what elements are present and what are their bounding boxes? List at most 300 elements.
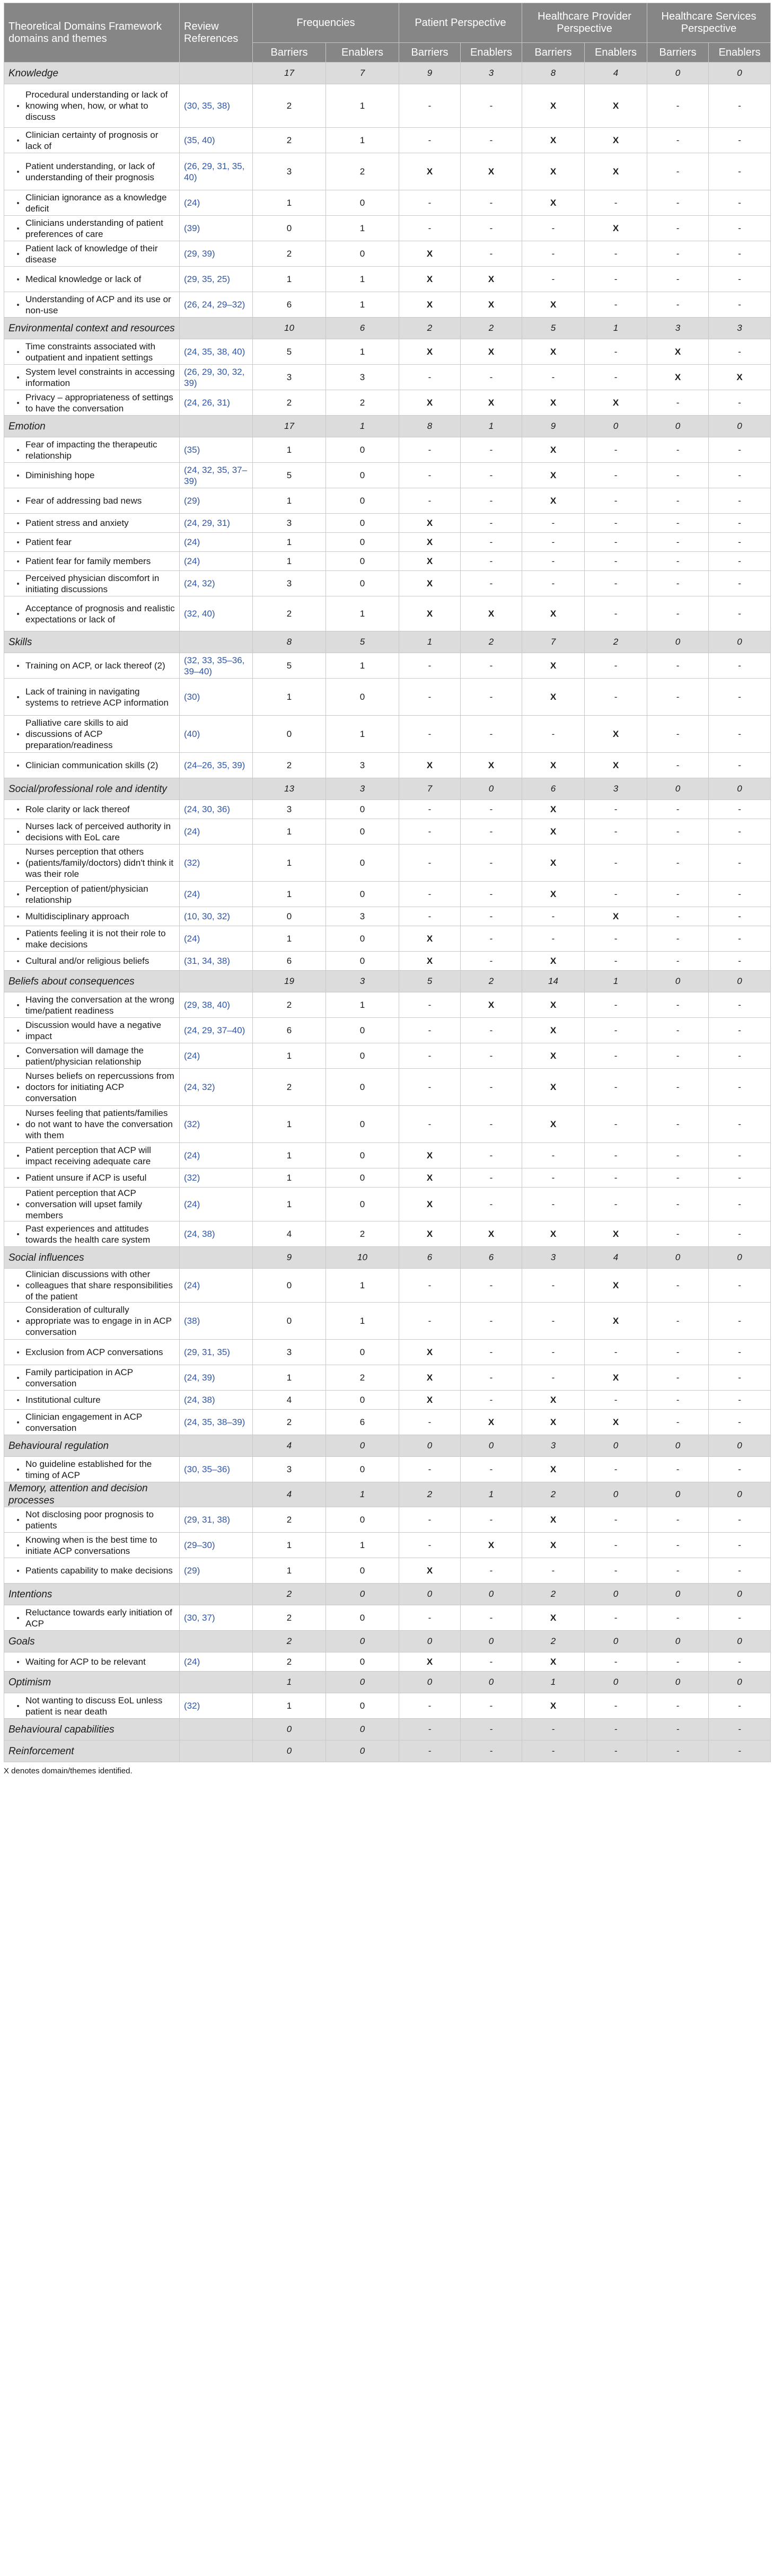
domain-provider-enablers: 1	[585, 318, 647, 339]
theme-patient-barriers: X	[399, 1143, 461, 1168]
theme-patient-enablers: -	[461, 653, 522, 679]
bullet-icon	[17, 351, 19, 353]
theme-row	[4, 1168, 771, 1188]
domain-patient-barriers: 6	[399, 1247, 461, 1269]
theme-services-enablers: -	[709, 292, 771, 318]
bullet-icon	[17, 583, 19, 585]
theme-label: Clinician engagement in ACP conversation	[25, 1411, 142, 1433]
theme-label: Fear of impacting the therapeutic relationship	[25, 439, 157, 461]
theme-label: Time constraints associated with outpatient and inpatient settings	[25, 341, 156, 363]
theme-row	[4, 1069, 771, 1106]
theme-services-enablers: -	[709, 488, 771, 514]
domain-provider-enablers: -	[585, 1740, 647, 1762]
theme-patient-enablers: -	[461, 1143, 522, 1168]
theme-freq-barriers: 4	[253, 1391, 326, 1410]
bullet-icon	[17, 1469, 19, 1471]
reference-link[interactable]: (24, 30, 36)	[180, 800, 253, 819]
subheader-barriers: Barriers	[399, 43, 461, 63]
domain-freq-enablers: 0	[326, 1672, 399, 1693]
theme-services-enablers: -	[709, 753, 771, 778]
theme-row	[4, 267, 771, 292]
domain-patient-enablers: 2	[461, 971, 522, 992]
reference-link[interactable]: (24, 35, 38–39)	[180, 1410, 253, 1435]
domain-row	[4, 971, 771, 992]
theme-services-barriers: -	[647, 571, 709, 596]
domain-patient-enablers: 0	[461, 1672, 522, 1693]
reference-link[interactable]: (24)	[180, 1188, 253, 1221]
reference-link[interactable]: (26, 29, 30, 32, 39)	[180, 365, 253, 390]
theme-name	[4, 153, 180, 190]
theme-patient-barriers: -	[399, 992, 461, 1018]
theme-patient-enablers: -	[461, 1106, 522, 1143]
theme-provider-enablers: -	[585, 1069, 647, 1106]
theme-row	[4, 128, 771, 153]
theme-freq-enablers: 1	[326, 1269, 399, 1303]
theme-patient-enablers: X	[461, 753, 522, 778]
theme-label: Patient unsure if ACP is useful	[25, 1173, 147, 1183]
theme-row	[4, 292, 771, 318]
domain-services-barriers: 0	[647, 1482, 709, 1507]
theme-patient-enablers: -	[461, 1269, 522, 1303]
theme-name	[4, 1168, 180, 1188]
bullet-icon	[17, 1570, 19, 1572]
theme-row	[4, 84, 771, 128]
theme-freq-barriers: 1	[253, 552, 326, 571]
theme-provider-enablers: -	[585, 952, 647, 971]
domain-name: Environmental context and resources	[4, 318, 180, 339]
reference-link[interactable]: (30, 37)	[180, 1605, 253, 1631]
domain-provider-enablers: 4	[585, 1247, 647, 1269]
theme-label: Having the conversation at the wrong time/patient readiness	[25, 994, 174, 1016]
theme-services-enablers: -	[709, 1069, 771, 1106]
domain-provider-barriers: 9	[522, 416, 585, 437]
reference-link[interactable]: (32, 33, 35–36, 39–40)	[180, 653, 253, 679]
theme-provider-barriers: X	[522, 952, 585, 971]
theme-patient-enablers: -	[461, 716, 522, 753]
theme-freq-enablers: 0	[326, 190, 399, 216]
header-healthcare-provider-perspective: Healthcare Provider Perspective	[522, 3, 647, 43]
theme-provider-barriers: X	[522, 1507, 585, 1533]
table-body	[4, 63, 771, 1762]
theme-name	[4, 1533, 180, 1558]
header-domain: Theoretical Domains Framework domains and themes	[4, 3, 180, 63]
theme-provider-enablers: -	[585, 571, 647, 596]
domain-patient-barriers: 0	[399, 1672, 461, 1693]
theme-label: Family participation in ACP conversation	[25, 1367, 133, 1388]
theme-provider-enablers: -	[585, 533, 647, 552]
header-frequencies: Frequencies	[253, 3, 399, 43]
theme-row	[4, 488, 771, 514]
theme-label: Clinician discussions with other colleagues that share responsibilities of the patient	[25, 1269, 173, 1302]
theme-row	[4, 800, 771, 819]
theme-freq-barriers: 2	[253, 1507, 326, 1533]
theme-freq-enablers: 0	[326, 845, 399, 882]
reference-link[interactable]: (30, 35, 38)	[180, 84, 253, 128]
theme-provider-barriers: X	[522, 1693, 585, 1719]
reference-link[interactable]: (40)	[180, 716, 253, 753]
theme-services-barriers: -	[647, 819, 709, 845]
reference-link[interactable]: (29, 35, 25)	[180, 267, 253, 292]
reference-link[interactable]: (32)	[180, 1106, 253, 1143]
reference-link[interactable]: (39)	[180, 216, 253, 241]
theme-freq-enablers: 0	[326, 533, 399, 552]
domain-provider-enablers: 0	[585, 1435, 647, 1457]
theme-patient-enablers: -	[461, 514, 522, 533]
domain-freq-enablers: 0	[326, 1584, 399, 1605]
theme-row	[4, 216, 771, 241]
bullet-icon	[17, 171, 19, 173]
theme-freq-barriers: 1	[253, 533, 326, 552]
theme-freq-barriers: 6	[253, 292, 326, 318]
reference-link[interactable]: (24)	[180, 533, 253, 552]
reference-link[interactable]: (10, 30, 32)	[180, 907, 253, 926]
theme-provider-barriers: -	[522, 1143, 585, 1168]
theme-row	[4, 1188, 771, 1221]
domain-patient-barriers: 9	[399, 63, 461, 84]
domain-references	[180, 1631, 253, 1652]
theme-freq-enablers: 0	[326, 1143, 399, 1168]
theme-row	[4, 1269, 771, 1303]
domain-provider-barriers: -	[522, 1740, 585, 1762]
theme-freq-enablers: 0	[326, 952, 399, 971]
theme-name	[4, 1340, 180, 1365]
reference-link[interactable]: (24)	[180, 552, 253, 571]
theme-patient-barriers: -	[399, 882, 461, 907]
theme-freq-barriers: 6	[253, 952, 326, 971]
theme-provider-enablers: -	[585, 992, 647, 1018]
reference-link[interactable]: (29, 39)	[180, 241, 253, 267]
theme-services-enablers: -	[709, 596, 771, 631]
reference-link[interactable]: (24)	[180, 190, 253, 216]
theme-freq-barriers: 2	[253, 84, 326, 128]
theme-name	[4, 845, 180, 882]
reference-link[interactable]: (29)	[180, 1558, 253, 1584]
reference-link[interactable]: (26, 24, 29–32)	[180, 292, 253, 318]
theme-freq-enablers: 2	[326, 153, 399, 190]
bullet-icon	[17, 474, 19, 477]
theme-label: Training on ACP, or lack thereof (2)	[25, 661, 165, 671]
domain-references	[180, 63, 253, 84]
reference-link[interactable]: (31, 34, 38)	[180, 952, 253, 971]
subheader-barriers: Barriers	[647, 43, 709, 63]
theme-label: Multidisciplinary approach	[25, 911, 129, 921]
reference-link[interactable]: (32)	[180, 1168, 253, 1188]
theme-services-enablers: -	[709, 1507, 771, 1533]
reference-link[interactable]: (26, 29, 31, 35, 40)	[180, 153, 253, 190]
table-footnote: X denotes domain/themes identified.	[4, 1766, 133, 1775]
theme-patient-barriers: -	[399, 679, 461, 716]
theme-label: Patient perception that ACP will impact receiving adequate care	[25, 1145, 151, 1166]
theme-services-enablers: -	[709, 1605, 771, 1631]
theme-freq-barriers: 1	[253, 926, 326, 952]
theme-label: Understanding of ACP and its use or non-use	[25, 294, 171, 315]
theme-freq-enablers: 1	[326, 339, 399, 365]
theme-name	[4, 1106, 180, 1143]
reference-link[interactable]: (24)	[180, 1652, 253, 1672]
theme-label: Institutional culture	[25, 1395, 101, 1405]
theme-provider-enablers: -	[585, 1507, 647, 1533]
theme-provider-enablers: X	[585, 753, 647, 778]
reference-link[interactable]: (24)	[180, 1043, 253, 1069]
theme-freq-enablers: 0	[326, 819, 399, 845]
theme-services-enablers: -	[709, 153, 771, 190]
theme-provider-enablers: -	[585, 437, 647, 463]
domain-services-enablers: 0	[709, 1435, 771, 1457]
theme-services-barriers: -	[647, 926, 709, 952]
bullet-icon	[17, 105, 19, 107]
domain-freq-barriers: 17	[253, 416, 326, 437]
theme-patient-enablers: -	[461, 1069, 522, 1106]
theme-services-barriers: X	[647, 339, 709, 365]
theme-row	[4, 845, 771, 882]
theme-row	[4, 153, 771, 190]
theme-freq-enablers: 0	[326, 552, 399, 571]
theme-name	[4, 1269, 180, 1303]
theme-services-barriers: -	[647, 463, 709, 488]
bullet-icon	[17, 278, 19, 280]
theme-patient-barriers: -	[399, 1693, 461, 1719]
theme-row	[4, 819, 771, 845]
theme-freq-barriers: 0	[253, 216, 326, 241]
theme-provider-enablers: -	[585, 1340, 647, 1365]
theme-patient-enablers: -	[461, 437, 522, 463]
theme-patient-barriers: -	[399, 1106, 461, 1143]
theme-patient-enablers: -	[461, 552, 522, 571]
theme-patient-barriers: -	[399, 907, 461, 926]
theme-services-enablers: -	[709, 819, 771, 845]
theme-provider-enablers: -	[585, 552, 647, 571]
domain-provider-enablers: 0	[585, 416, 647, 437]
header-references: Review References	[180, 3, 253, 63]
theme-freq-barriers: 3	[253, 800, 326, 819]
theme-services-barriers: -	[647, 907, 709, 926]
reference-link[interactable]: (35, 40)	[180, 128, 253, 153]
bullet-icon	[17, 139, 19, 142]
reference-link[interactable]: (24, 35, 38, 40)	[180, 339, 253, 365]
reference-link[interactable]: (24, 32)	[180, 571, 253, 596]
reference-link[interactable]: (24, 39)	[180, 1365, 253, 1391]
bullet-icon	[17, 1030, 19, 1032]
theme-freq-barriers: 3	[253, 514, 326, 533]
theme-name	[4, 882, 180, 907]
theme-patient-enablers: -	[461, 190, 522, 216]
theme-services-barriers: -	[647, 716, 709, 753]
domain-provider-barriers: 2	[522, 1631, 585, 1652]
theme-services-enablers: -	[709, 552, 771, 571]
domain-provider-barriers: 7	[522, 631, 585, 653]
domain-services-enablers: -	[709, 1740, 771, 1762]
theme-freq-enablers: 3	[326, 907, 399, 926]
theme-services-enablers: -	[709, 716, 771, 753]
theme-row	[4, 1605, 771, 1631]
domain-services-enablers: 0	[709, 971, 771, 992]
theme-freq-barriers: 1	[253, 882, 326, 907]
reference-link[interactable]: (24, 29, 31)	[180, 514, 253, 533]
reference-link[interactable]: (24)	[180, 882, 253, 907]
theme-provider-barriers: X	[522, 339, 585, 365]
reference-link[interactable]: (24–26, 35, 39)	[180, 753, 253, 778]
reference-link[interactable]: (24, 38)	[180, 1391, 253, 1410]
theme-provider-barriers: X	[522, 488, 585, 514]
theme-patient-enablers: -	[461, 241, 522, 267]
reference-link[interactable]: (29, 38, 40)	[180, 992, 253, 1018]
theme-provider-barriers: X	[522, 845, 585, 882]
theme-patient-enablers: -	[461, 1605, 522, 1631]
theme-services-barriers: -	[647, 1221, 709, 1247]
bullet-icon	[17, 376, 19, 379]
theme-freq-barriers: 0	[253, 1269, 326, 1303]
theme-provider-barriers: X	[522, 1043, 585, 1069]
theme-provider-barriers: -	[522, 552, 585, 571]
reference-link[interactable]: (24, 29, 37–40)	[180, 1018, 253, 1043]
reference-link[interactable]: (24)	[180, 1269, 253, 1303]
domain-freq-barriers: 0	[253, 1740, 326, 1762]
reference-link[interactable]: (30, 35–36)	[180, 1457, 253, 1482]
theme-freq-enablers: 0	[326, 1693, 399, 1719]
reference-link[interactable]: (38)	[180, 1303, 253, 1340]
domain-freq-enablers: 1	[326, 1482, 399, 1507]
theme-provider-barriers: X	[522, 992, 585, 1018]
theme-freq-barriers: 1	[253, 267, 326, 292]
theme-services-enablers: -	[709, 1143, 771, 1168]
bullet-icon	[17, 1177, 19, 1179]
theme-label: Clinician ignorance as a knowledge deficit	[25, 192, 167, 214]
theme-provider-enablers: -	[585, 1558, 647, 1584]
domain-services-barriers: 0	[647, 416, 709, 437]
theme-services-enablers: -	[709, 926, 771, 952]
reference-link[interactable]: (32)	[180, 1693, 253, 1719]
theme-name	[4, 800, 180, 819]
theme-patient-enablers: -	[461, 1340, 522, 1365]
theme-label: Lack of training in navigating systems to retrieve ACP information	[25, 686, 169, 708]
theme-patient-enablers: -	[461, 571, 522, 596]
bullet-icon	[17, 500, 19, 502]
theme-row	[4, 552, 771, 571]
reference-link[interactable]: (30)	[180, 679, 253, 716]
subheader-enablers: Enablers	[709, 43, 771, 63]
theme-patient-enablers: -	[461, 216, 522, 241]
reference-link[interactable]: (24, 38)	[180, 1221, 253, 1247]
domain-freq-enablers: 3	[326, 971, 399, 992]
theme-provider-enablers: X	[585, 390, 647, 416]
theme-label: Procedural understanding or lack of knowing when, how, or what to discuss	[25, 90, 168, 122]
domain-freq-barriers: 10	[253, 318, 326, 339]
reference-link[interactable]: (29, 31, 35)	[180, 1340, 253, 1365]
domain-freq-enablers: 6	[326, 318, 399, 339]
domain-services-enablers: 0	[709, 63, 771, 84]
theme-freq-enablers: 0	[326, 1391, 399, 1410]
theme-freq-enablers: 0	[326, 571, 399, 596]
theme-services-enablers: -	[709, 216, 771, 241]
domain-row	[4, 1435, 771, 1457]
theme-patient-enablers: -	[461, 1693, 522, 1719]
theme-label: Past experiences and attitudes towards the health care system	[25, 1223, 151, 1245]
reference-link[interactable]: (29)	[180, 488, 253, 514]
theme-name	[4, 390, 180, 416]
theme-label: Patient fear	[25, 537, 72, 547]
reference-link[interactable]: (24)	[180, 926, 253, 952]
theme-name	[4, 679, 180, 716]
domain-freq-barriers: 0	[253, 1719, 326, 1740]
domain-freq-enablers: 0	[326, 1435, 399, 1457]
theme-services-enablers: X	[709, 365, 771, 390]
theme-name	[4, 128, 180, 153]
theme-label: Patient fear for family members	[25, 556, 151, 566]
theme-label: Discussion would have a negative impact	[25, 1019, 162, 1041]
theme-services-barriers: -	[647, 596, 709, 631]
domain-row	[4, 1740, 771, 1762]
theme-patient-barriers: -	[399, 1507, 461, 1533]
theme-name	[4, 488, 180, 514]
theme-services-barriers: -	[647, 882, 709, 907]
theme-freq-enablers: 1	[326, 653, 399, 679]
bullet-icon	[17, 1544, 19, 1546]
theme-patient-barriers: -	[399, 1043, 461, 1069]
reference-link[interactable]: (29, 31, 38)	[180, 1507, 253, 1533]
theme-freq-enablers: 1	[326, 128, 399, 153]
theme-label: Patient perception that ACP conversation will upset family members	[25, 1188, 143, 1220]
reference-link[interactable]: (24, 32, 35, 37–39)	[180, 463, 253, 488]
theme-patient-enablers: -	[461, 1188, 522, 1221]
domain-services-barriers: 0	[647, 1247, 709, 1269]
theme-provider-barriers: X	[522, 882, 585, 907]
theme-freq-barriers: 1	[253, 1558, 326, 1584]
theme-patient-barriers: -	[399, 488, 461, 514]
domain-freq-enablers: 3	[326, 778, 399, 800]
theme-freq-enablers: 0	[326, 1069, 399, 1106]
domain-services-barriers: 0	[647, 63, 709, 84]
reference-link[interactable]: (24, 32)	[180, 1069, 253, 1106]
theme-provider-enablers: -	[585, 365, 647, 390]
theme-freq-barriers: 1	[253, 488, 326, 514]
reference-link[interactable]: (24)	[180, 1143, 253, 1168]
theme-services-barriers: -	[647, 153, 709, 190]
theme-name	[4, 653, 180, 679]
reference-link[interactable]: (29–30)	[180, 1533, 253, 1558]
theme-provider-barriers: X	[522, 1457, 585, 1482]
reference-link[interactable]: (32)	[180, 845, 253, 882]
theme-provider-enablers: X	[585, 1303, 647, 1340]
theme-services-enablers: -	[709, 1269, 771, 1303]
domain-patient-barriers: 0	[399, 1584, 461, 1605]
theme-label: Clinician certainty of prognosis or lack of	[25, 129, 159, 151]
theme-patient-barriers: -	[399, 365, 461, 390]
theme-row	[4, 952, 771, 971]
theme-freq-enablers: 0	[326, 800, 399, 819]
theme-patient-barriers: X	[399, 1652, 461, 1672]
theme-services-enablers: -	[709, 1221, 771, 1247]
theme-row	[4, 716, 771, 753]
reference-link[interactable]: (32, 40)	[180, 596, 253, 631]
theme-patient-enablers: -	[461, 1365, 522, 1391]
domain-references	[180, 1435, 253, 1457]
theme-services-barriers: -	[647, 1365, 709, 1391]
reference-link[interactable]: (24)	[180, 819, 253, 845]
domain-name: Optimism	[4, 1672, 180, 1693]
theme-freq-barriers: 1	[253, 1106, 326, 1143]
theme-services-barriers: -	[647, 1391, 709, 1410]
theme-patient-barriers: X	[399, 267, 461, 292]
reference-link[interactable]: (35)	[180, 437, 253, 463]
theme-patient-enablers: -	[461, 84, 522, 128]
theme-services-barriers: -	[647, 1605, 709, 1631]
theme-freq-barriers: 1	[253, 190, 326, 216]
reference-link[interactable]: (24, 26, 31)	[180, 390, 253, 416]
theme-name	[4, 190, 180, 216]
theme-services-barriers: -	[647, 128, 709, 153]
theme-services-barriers: -	[647, 488, 709, 514]
bullet-icon	[17, 696, 19, 698]
